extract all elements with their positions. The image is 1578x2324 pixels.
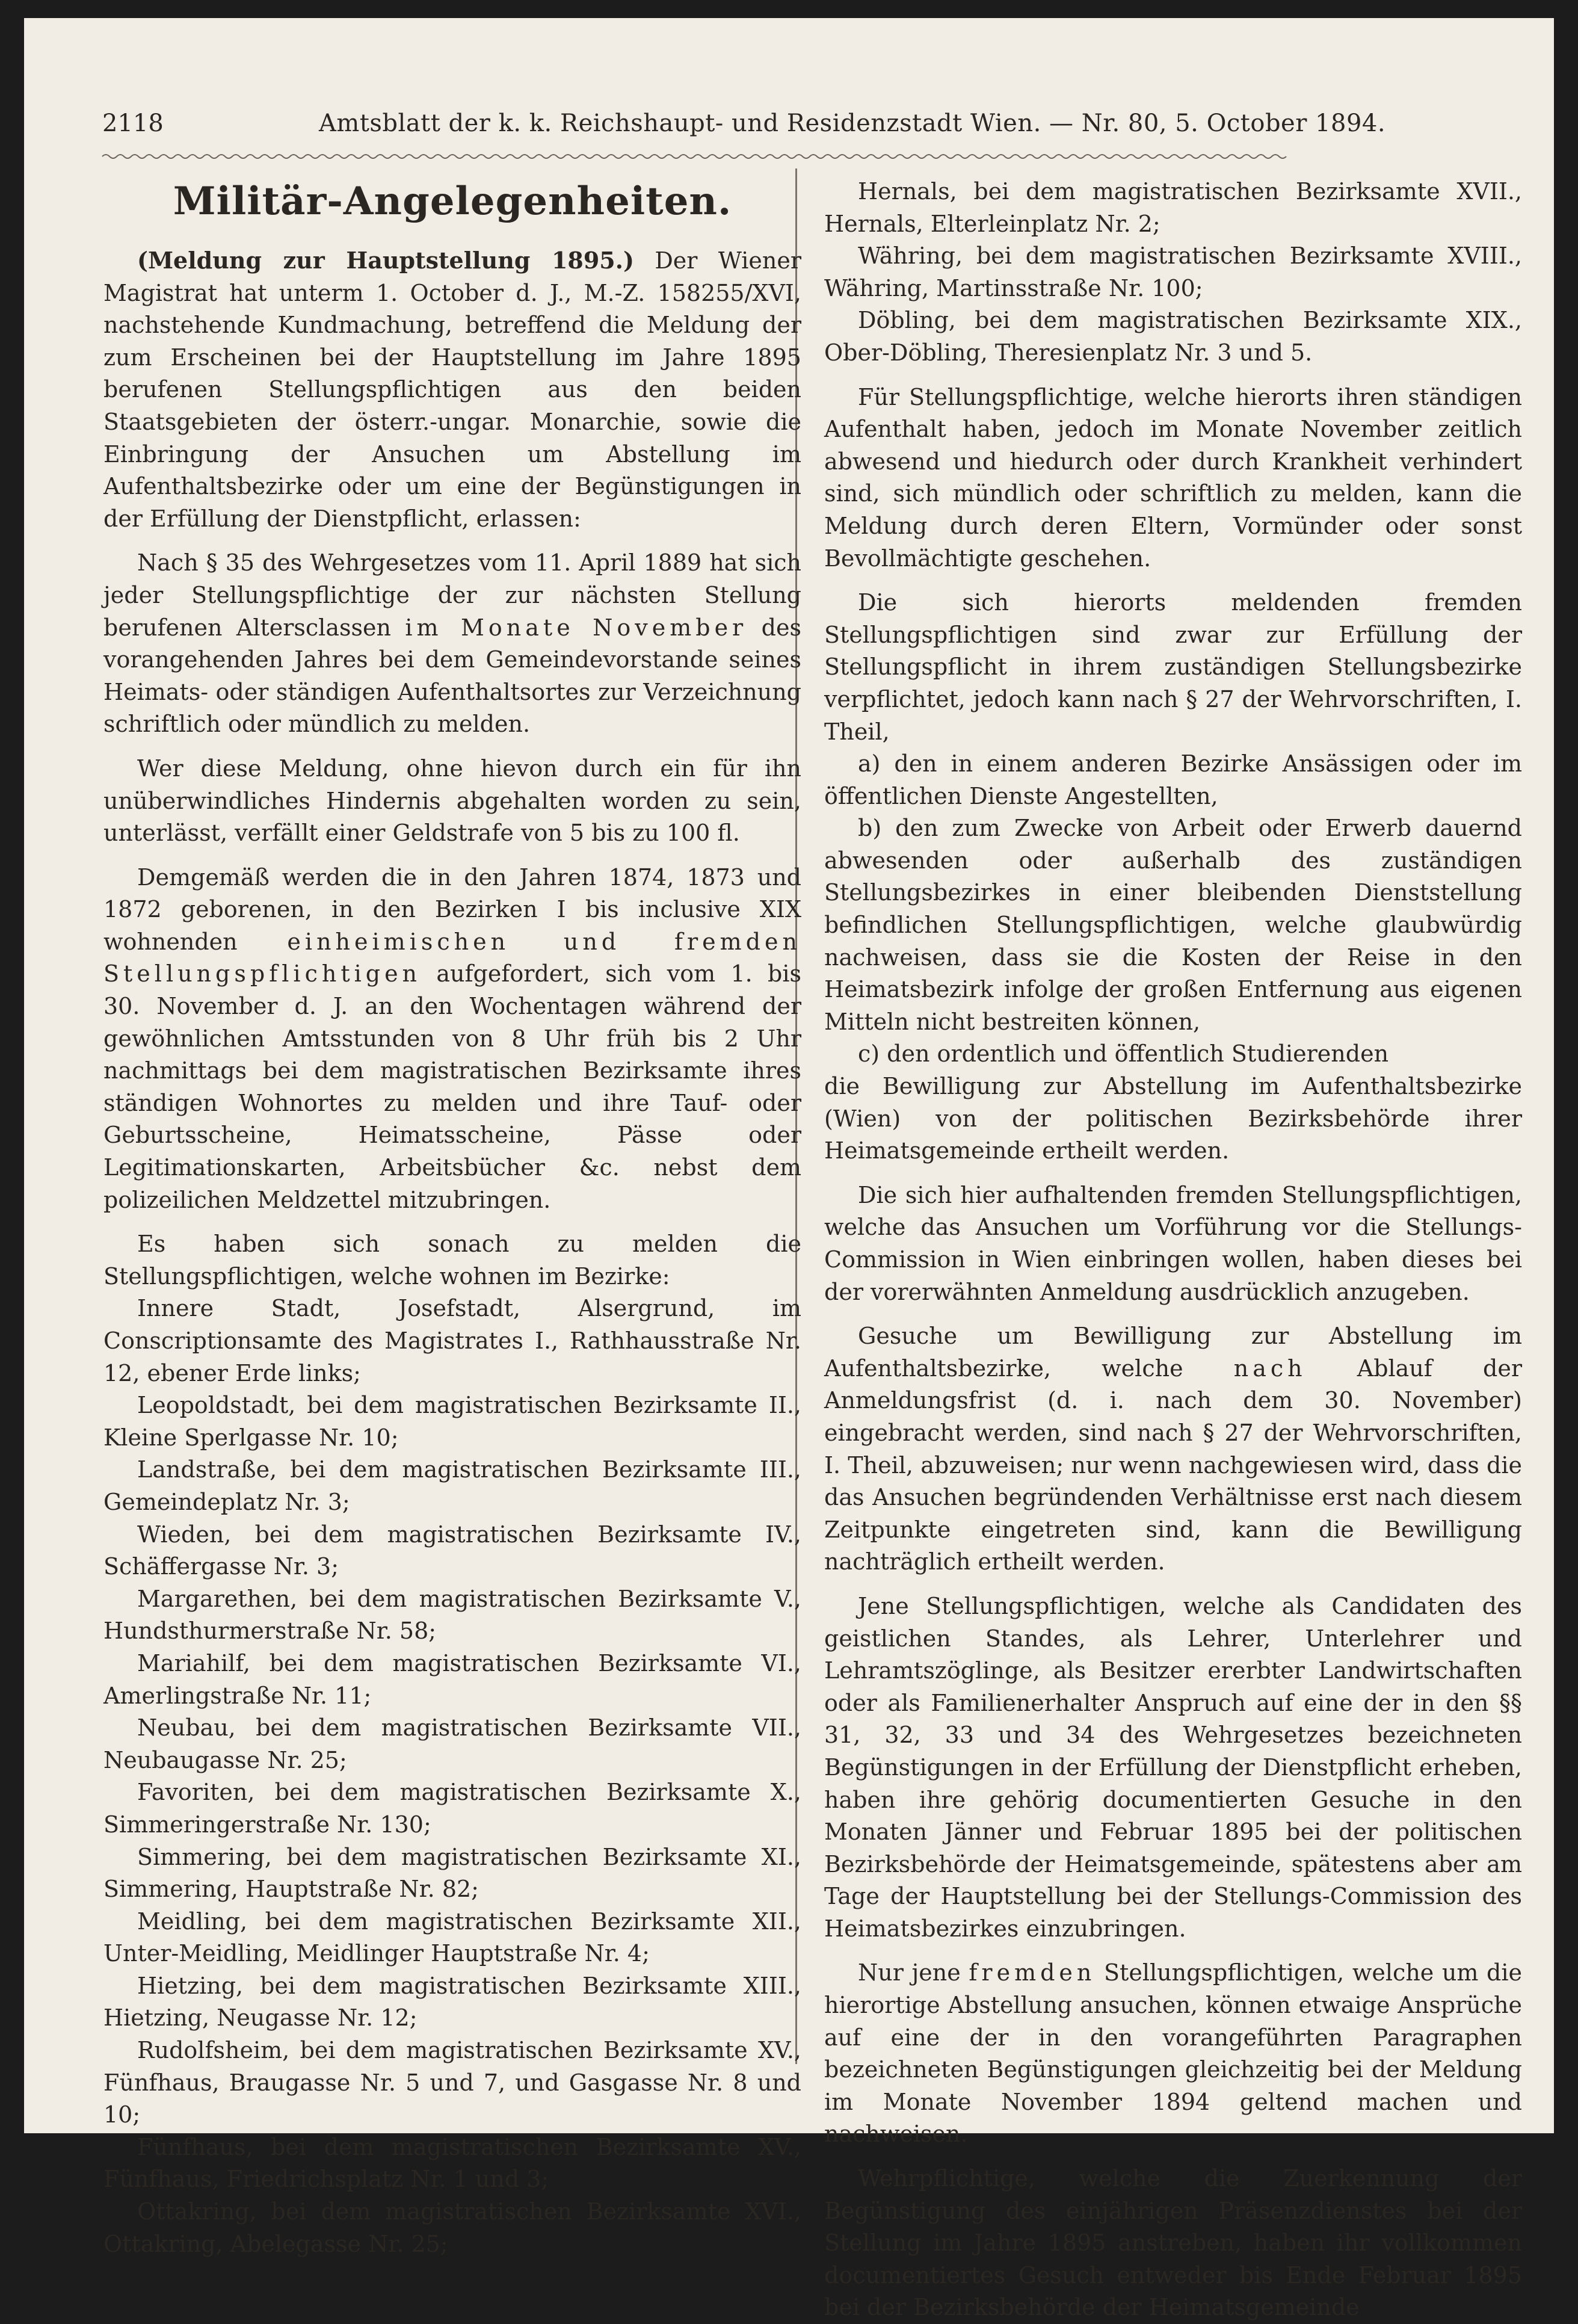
text-run: Nach § 35 des Wehrgesetzes vom 11. April 1889 hat sich jeder Stellungspflichtige der zur nächsten Stellung berufenen Altersclassen: [103, 549, 801, 641]
page-number: 2118: [102, 110, 164, 137]
text-run: Gesuche um Bewilligung zur Abstellung im Aufenthaltsbezirke, welche: [824, 1323, 1522, 1382]
paragraph-candidates: Jene Stellungspflichtigen, welche als Candidaten des geistlichen Standes, als Lehrer, Unterlehrer und Lehramtszöglinge, als Besitzer ererbter Landwirtschaften oder als Familienerhalter Anspruch auf eine der in den §§ 31, 32, 33 und 34 des Wehrgesetzes bezeichneten Begünstigungen in der Erfüllung der Dienstpflicht erheben, haben ihre gehörig documentierten Gesuche in den Monaten Jänner und Februar 1895 bei der politischen Bezirksbehörde der Heimatsgemeinde, spätestens aber am Tage der Hauptstellung bei der Stellungs-Commission des Heimatsbezirkes einzubringen.: [824, 1592, 1522, 1942]
district-item: Ottakring, bei dem magistratischen Bezirksamte XVI., Ottakring, Abelegasse Nr. 25;: [103, 2198, 801, 2257]
text-run: Demgemäß werden die in den Jahren 1874, 1873 und 1872 geborenen, in den Bezirken I bis inclusive XIX wohnenden: [103, 864, 801, 955]
district-item: Fünfhaus, bei dem magistratischen Bezirksamte XV., Fünfhaus, Friedrichsplatz Nr. 1 und 3;: [103, 2133, 801, 2193]
page-header: [102, 102, 1386, 144]
district-item: Leopoldstadt, bei dem magistratischen Bezirksamte II., Kleine Sperlgasse Nr. 10;: [103, 1392, 801, 1451]
paragraph-penalty: Wer diese Meldung, ohne hievon durch ein für ihn unüberwindliches Hindernis abgehalten worden zu sein, unterlässt, verfällt einer Geldstrafe von 5 bis zu 100 fl.: [103, 755, 801, 847]
paragraph-nur-fremden: [824, 1957, 1522, 2151]
district-item: Währing, bei dem magistratischen Bezirksamte XVIII., Währing, Martinsstraße Nr. 100;: [824, 243, 1522, 301]
spaced-text: nach: [1233, 1355, 1307, 1382]
list-item-b: b) den zum Zwecke von Arbeit oder Erwerb dauernd abwesenden oder außerhalb des zuständigen Stellungsbezirkes in einer bleibenden Dienststellung befindlichen Stellungspflichtigen, welche glaubwürdig nachweisen, dass sie die Kosten der Reise in den Heimatsbezirk infolge der großen Entfernung aus eigenen Mitteln nicht bestreiten können,: [824, 815, 1522, 1035]
text-run: aufgefordert, sich vom 1. bis 30. November d. J. an den Wochentagen während der gewöhnlichen Amtsstunden von 8 Uhr früh bis 2 Uhr nachmittags bei dem magistratischen Bezirksamte ihres ständigen Wohnortes zu melden und ihre Tauf- oder Geburtsscheine, Heimatsscheine, Pässe oder Legitimationskarten, Arbeitsbücher &c. nebst dem polizeilichen Meldzettel mitzubringen.: [103, 960, 801, 1213]
district-item: Wieden, bei dem magistratischen Bezirksamte IV., Schäffergasse Nr. 3;: [103, 1521, 801, 1580]
intro-text: Der Wiener Magistrat hat unterm 1. October d. J., M.-Z. 158255/XVI, nachstehende Kundmachung, betreffend die Meldung der zum Erscheinen bei der Hauptstellung im Jahre 1895 berufenen Stellungspflichtigen aus den beiden Staatsgebieten der österr.-ungar. Monarchie, sowie die Einbringung der Ansuchen um Abstellung im Aufenthaltsbezirke oder um eine der Begünstigungen in der Erfüllung der Dienstpflicht, erlassen:: [103, 247, 801, 532]
district-item: Hietzing, bei dem magistratischen Bezirksamte XIII., Hietzing, Neugasse Nr. 12;: [103, 1972, 801, 2032]
list-item-a: a) den in einem anderen Bezirke Ansässigen oder im öffentlichen Dienste Angestellten,: [824, 750, 1522, 809]
intro-paragraph: [103, 244, 801, 535]
publication-title: Amtsblatt der k. k. Reichshaupt- und Residenzstadt Wien. — Nr. 80, 5. October 1894.: [319, 110, 1386, 137]
paragraph-grant: die Bewilligung zur Abstellung im Aufenthaltsbezirke (Wien) von der politischen Bezirksbehörde ihrer Heimatsgemeinde ertheilt werden.: [824, 1073, 1522, 1164]
spaced-text: einheimischen und fremden Stellungspflichtigen: [103, 928, 801, 987]
text-run: Ablauf der Anmeldungsfrist (d. i. nach dem 30. November) eingebracht werden, sind nach § 27 der Wehrvorschriften, I. Theil, abzuweisen; nur wenn nachgewiesen wird, dass die das Ansuchen begründenden Verhältnisse erst nach diesem Zeitpunkte eingetreten sind, kann die Bewilligung nachträglich ertheilt werden.: [824, 1355, 1522, 1575]
section-heading: Militär-Angelegenheiten.: [173, 179, 732, 224]
paragraph-gesuche: [824, 1320, 1522, 1578]
district-item: Rudolfsheim, bei dem magistratischen Bezirksamte XV., Fünfhaus, Braugasse Nr. 5 und 7, und Gasgasse Nr. 8 und 10;: [103, 2037, 801, 2128]
district-item: Hernals, bei dem magistratischen Bezirksamte XVII., Hernals, Elterleinplatz Nr. 2;: [824, 178, 1522, 237]
district-item: Innere Stadt, Josefstadt, Alsergrund, im Conscriptionsamte des Magistrates I., Rathhausstraße Nr. 12, ebener Erde links;: [103, 1295, 801, 1386]
district-item: Simmering, bei dem magistratischen Bezirksamte XI., Simmering, Hauptstraße Nr. 82;: [103, 1843, 801, 1903]
intro-lead: (Meldung zur Hauptstellung 1895.): [137, 247, 634, 274]
paragraph-foreign: Die sich hierorts meldenden fremden Stellungspflichtigen sind zwar zur Erfüllung der Stellungspflicht in ihrem zuständigen Stellungsbezirke verpflichtet, jedoch kann nach § 27 der Wehrvorschriften, I. Theil,: [824, 589, 1522, 745]
paragraph-vorfuehrung: Die sich hier aufhaltenden fremden Stellungspflichtigen, welche das Ansuchen um Vorführung vor die Stellungs-Commission in Wien einbringen wollen, haben dieses bei der vorerwähnten Anmeldung ausdrücklich anzugeben.: [824, 1181, 1522, 1305]
district-item: Neubau, bei dem magistratischen Bezirksamte VII., Neubaugasse Nr. 25;: [103, 1714, 801, 1773]
district-item: Favoriten, bei dem magistratischen Bezirksamte X., Simmeringerstraße Nr. 130;: [103, 1779, 801, 1838]
newspaper-page: [24, 18, 1554, 2321]
header-wavy-rule: [102, 152, 1275, 161]
list-item-c: c) den ordentlich und öffentlich Studierenden: [858, 1040, 1389, 1068]
district-item: Meidling, bei dem magistratischen Bezirksamte XII., Unter-Meidling, Meidlinger Hauptstraße Nr. 4;: [103, 1908, 801, 1967]
text-run: Stellungspflichtigen, welche um die hierortige Abstellung ansuchen, können etwaige Ansprüche auf eine der in den vorangeführten Paragraphen bezeichneten Begünstigungen gleichzeitig bei der Meldung im Monate November 1894 geltend machen und nachweisen.: [824, 1959, 1522, 2148]
district-item: Döbling, bei dem magistratischen Bezirksamte XIX., Ober-Döbling, Theresienplatz Nr. 3 und 5.: [824, 307, 1522, 366]
district-item: Landstraße, bei dem magistratischen Bezirksamte III., Gemeindeplatz Nr. 3;: [103, 1456, 801, 1515]
spaced-text: fremden: [969, 1959, 1096, 1986]
text-run: des vorangehenden Jahres bei dem Gemeindevorstande seines Heimats- oder ständigen Aufenthaltsortes zur Verzeichnung schriftlich oder mündlich zu melden.: [103, 614, 801, 738]
district-item: Mariahilf, bei dem magistratischen Bezirksamte VI., Amerlingstraße Nr. 11;: [103, 1649, 801, 1709]
right-column: [824, 176, 1522, 2321]
paragraph-wehrpflichtige: Wehrpflichtige, welche die Zuerkennung der Begünstigung des einjährigen Präsenzdienstes bei der Stellung im Jahre 1895 anstreben, haben ihr vollkommen documentiertes Gesuch entweder bis Ende Februar 1895 bei der Bezirksbehörde der Heimatsgemeinde: [824, 2165, 1522, 2321]
paragraph-wehrgesetz: [103, 547, 801, 741]
paragraph-absent: Für Stellungspflichtige, welche hierorts ihren ständigen Aufenthalt haben, jedoch im Monate November zeitlich abwesend und hiedurch oder durch Krankheit verhindert sind, sich mündlich oder schriftlich zu melden, kann die Meldung durch deren Eltern, Vormünder oder sonst Bevollmächtigte geschehen.: [824, 383, 1522, 572]
district-item: Margarethen, bei dem magistratischen Bezirksamte V., Hundsthurmerstraße Nr. 58;: [103, 1585, 801, 1645]
spaced-text: im Monate November: [405, 614, 748, 641]
left-column: [103, 176, 801, 2257]
paragraph-sonach: Es haben sich sonach zu melden die Stellungspflichtigen, welche wohnen im Bezirke:: [103, 1231, 801, 1290]
text-run: Nur jene: [858, 1959, 969, 1986]
paragraph-demgemaess: [103, 862, 801, 1217]
